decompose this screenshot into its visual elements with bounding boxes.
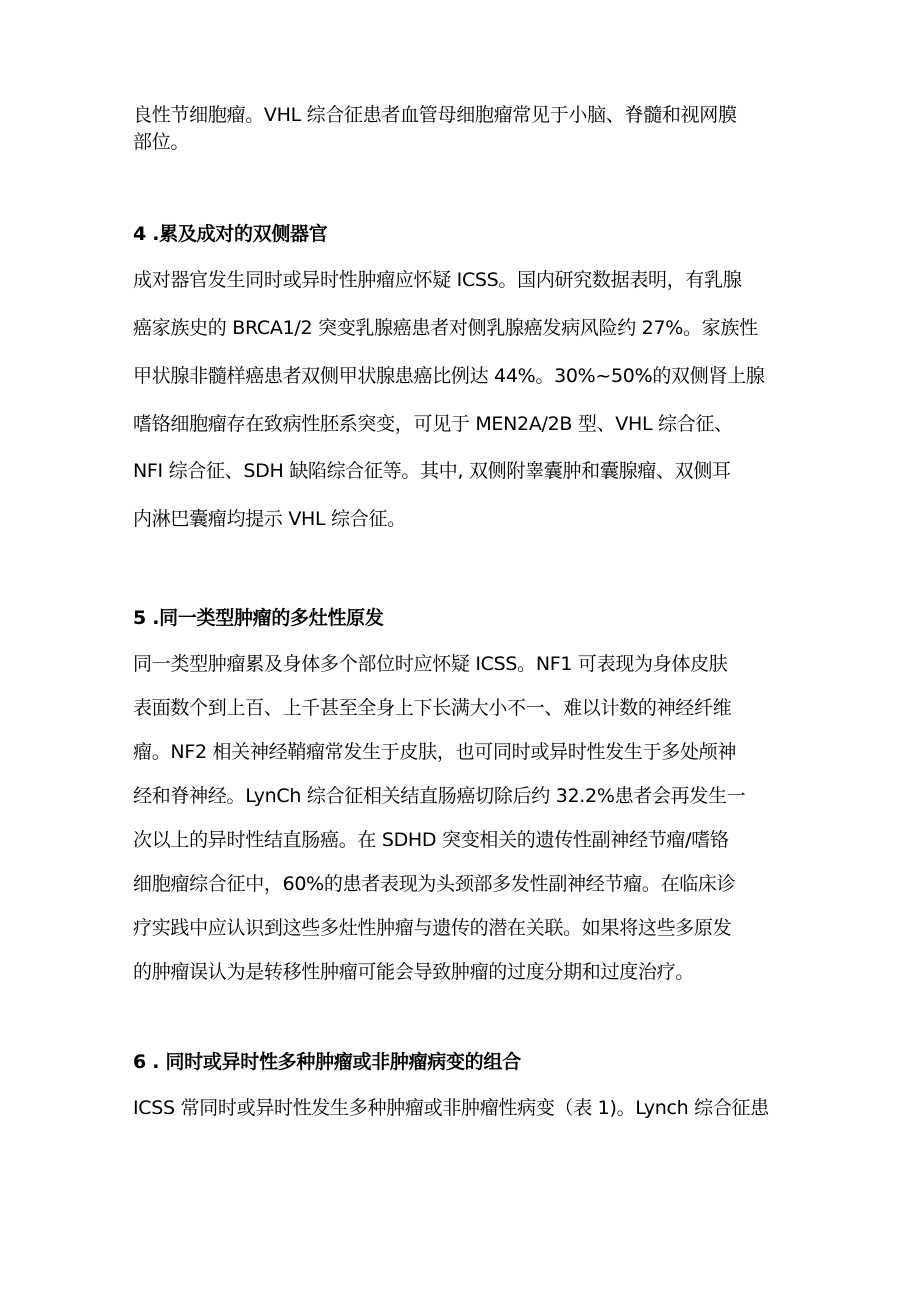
paragraph-line: 次以上的异时性结直肠癌。在 SDHD 突变相关的遗传性副神经节瘤/嗜铬 [133,829,729,851]
paragraph-line: 部位。 [133,131,190,153]
paragraph-line: 甲状腺非髓样癌患者双侧甲状腺患癌比例达 44%。30%~50%的双侧肾上腺 [133,365,765,387]
paragraph-line: 细胞瘤综合征中，60%的患者表现为头颈部多发性副神经节瘤。在临床诊 [133,873,736,895]
paragraph-line: 成对器官发生同时或异时性肿瘤应怀疑 ICSS。国内研究数据表明，有乳腺 [133,269,742,291]
paragraph-line: 嗜铬细胞瘤存在致病性胚系突变，可见于 MEN2A/2B 型、VHL 综合征、 [133,413,733,435]
paragraph-line: 的肿瘤误认为是转移性肿瘤可能会导致肿瘤的过度分期和过度治疗。 [133,961,695,983]
paragraph-line: NFI 综合征、SDH 缺陷综合征等。其中, 双侧附睾囊肿和囊腺瘤、双侧耳 [133,460,731,482]
paragraph-line: 癌家族史的 BRCA1/2 突变乳腺癌患者对侧乳腺癌发病风险约 27%。家族性 [133,317,758,339]
paragraph-line: 内淋巴囊瘤均提示 VHL 综合征。 [133,508,406,530]
paragraph-line: 表面数个到上百、上千甚至全身上下长满大小不一、难以计数的神经纤维 [133,697,732,719]
paragraph-line: ICSS 常同时或异时性发生多种肿瘤或非肿瘤性病变（表 1)。Lynch 综合征患 [133,1097,769,1119]
section-heading: 4 .累及成对的双侧器官 [133,223,328,245]
paragraph-line: 同一类型肿瘤累及身体多个部位时应怀疑 ICSS。NF1 可表现为身体皮肤 [133,653,728,675]
paragraph-line: 瘤。NF2 相关神经鞘瘤常发生于皮肤，也可同时或异时性发生于多处颅神 [133,741,737,763]
section-heading: 5 .同一类型肿瘤的多灶性原发 [133,607,384,629]
paragraph-line: 良性节细胞瘤。VHL 综合征患者血管母细胞瘤常见于小脑、脊髓和视网膜 [133,104,737,126]
section-heading: 6 . 同时或异时性多种肿瘤或非肿瘤病变的组合 [133,1051,521,1073]
paragraph-line: 经和脊神经。LynCh 综合征相关结直肠癌切除后约 32.2%患者会再发生一 [133,785,746,807]
paragraph-line: 疗实践中应认识到这些多灶性肿瘤与遗传的潜在关联。如果将这些多原发 [133,917,732,939]
